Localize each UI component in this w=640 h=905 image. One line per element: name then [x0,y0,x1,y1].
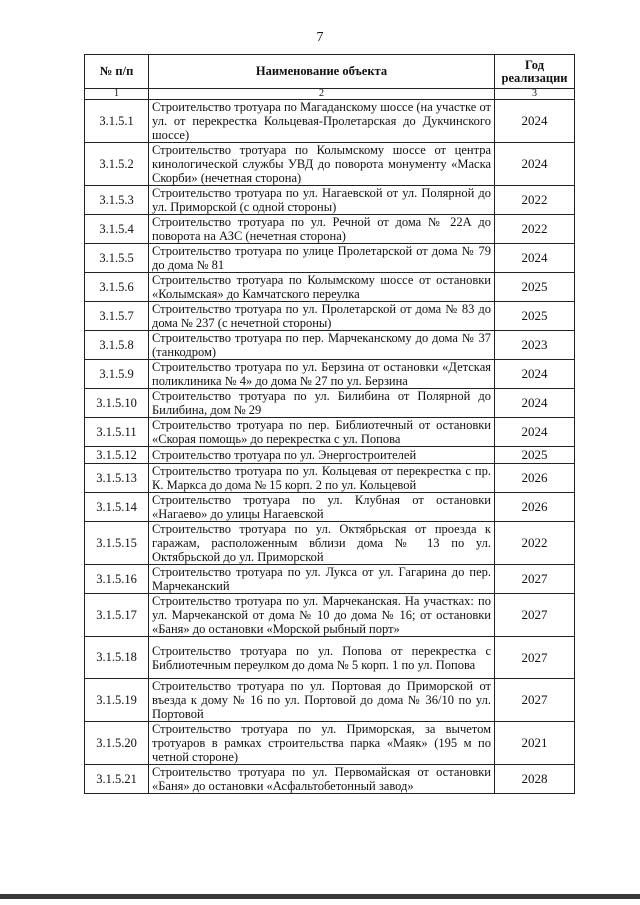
object-name: Строительство тротуара по ул. Пролетарской от дома № 83 до дома № 237 (с нечетной стороны) [149,302,495,331]
object-name: Строительство тротуара по ул. Клубная от остановки «Нагаево» до улицы Нагаевской [149,493,495,522]
row-number: 3.1.5.15 [85,522,149,565]
object-name: Строительство тротуара по улице Пролетарской от дома № 79 до дома № 81 [149,244,495,273]
implementation-year: 2022 [495,215,575,244]
implementation-year: 2025 [495,302,575,331]
scan-edge-line [0,894,640,899]
header-num: № п/п [85,55,149,89]
row-number: 3.1.5.11 [85,418,149,447]
object-name: Строительство тротуара по ул. Октябрьская от проезда к гаражам, расположенным вблизи дома № 13 по ул. Октябрьской до ул. Приморской [149,522,495,565]
implementation-year: 2025 [495,447,575,464]
object-name: Строительство тротуара по ул. Попова от перекрестка с Библиотечным переулком до дома № 5 корп. 1 по ул. Попова [149,637,495,679]
implementation-year: 2027 [495,594,575,637]
table-row [85,722,575,765]
row-number: 3.1.5.8 [85,331,149,360]
table-row [85,273,575,302]
implementation-year: 2021 [495,722,575,765]
table-row [85,679,575,722]
object-name: Строительство тротуара по ул. Первомайская от остановки «Баня» до остановки «Асфальтобетонный завод» [149,765,495,794]
row-number: 3.1.5.16 [85,565,149,594]
implementation-year: 2027 [495,565,575,594]
implementation-year: 2022 [495,522,575,565]
index-cell: 3 [495,89,575,100]
implementation-year: 2024 [495,143,575,186]
index-cell: 2 [149,89,495,100]
row-number: 3.1.5.1 [85,100,149,143]
row-number: 3.1.5.4 [85,215,149,244]
object-name: Строительство тротуара по ул. Кольцевая от перекрестка с пр. К. Маркса до дома № 15 корп. 2 по ул. Кольцевой [149,464,495,493]
row-number: 3.1.5.2 [85,143,149,186]
object-name: Строительство тротуара по ул. Берзина от остановки «Детская поликлиника № 4» до дома № 27 по ул. Берзина [149,360,495,389]
implementation-year: 2027 [495,679,575,722]
table-row [85,565,575,594]
object-name: Строительство тротуара по ул. Приморская, за вычетом тротуаров в рамках строительства парка «Маяк» (195 м по четной стороне) [149,722,495,765]
table-row [85,302,575,331]
table-row [85,522,575,565]
object-name: Строительство тротуара по Колымскому шоссе от остановки «Колымская» до Камчатского переулка [149,273,495,302]
table-row [85,143,575,186]
row-number: 3.1.5.13 [85,464,149,493]
object-name: Строительство тротуара по ул. Портовая до Приморской от въезда к дому № 16 по ул. Портовой до дома № 36/10 по ул. Портовой [149,679,495,722]
implementation-year: 2024 [495,389,575,418]
table-row [85,447,575,464]
object-name: Строительство тротуара по ул. Речной от дома № 22А до поворота на АЗС (нечетная сторона) [149,215,495,244]
header-row [85,55,575,89]
row-number: 3.1.5.6 [85,273,149,302]
row-number: 3.1.5.10 [85,389,149,418]
object-name: Строительство тротуара по ул. Билибина от Полярной до Билибина, дом № 29 [149,389,495,418]
table-row [85,215,575,244]
object-name: Строительство тротуара по ул. Марчеканская. На участках: по ул. Марчеканской от дома № 10 до дома № 16; от остановки «Баня» до остановки «Морской рыбный порт» [149,594,495,637]
table-row [85,331,575,360]
index-row [85,89,575,100]
row-number: 3.1.5.12 [85,447,149,464]
object-name: Строительство тротуара по ул. Лукса от ул. Гагарина до пер. Марчеканский [149,565,495,594]
row-number: 3.1.5.9 [85,360,149,389]
objects-table [84,54,575,794]
implementation-year: 2028 [495,765,575,794]
implementation-year: 2026 [495,464,575,493]
row-number: 3.1.5.17 [85,594,149,637]
object-name: Строительство тротуара по Магаданскому шоссе (на участке от ул. от перекрестка Кольцевая-Пролетарская до Дукчинского шоссе) [149,100,495,143]
object-name: Строительство тротуара по пер. Библиотечный от остановки «Скорая помощь» до перекрестка с ул. Попова [149,418,495,447]
table-row [85,765,575,794]
object-name: Строительство тротуара по ул. Энергостроителей [149,447,495,464]
header-year: Год реализации [495,55,575,89]
implementation-year: 2024 [495,418,575,447]
implementation-year: 2026 [495,493,575,522]
row-number: 3.1.5.5 [85,244,149,273]
row-number: 3.1.5.19 [85,679,149,722]
row-number: 3.1.5.18 [85,637,149,679]
implementation-year: 2024 [495,244,575,273]
object-name: Строительство тротуара по Колымскому шоссе от центра кинологической службы УВД до поворота монументу «Маска Скорби» (нечетная сторона) [149,143,495,186]
row-number: 3.1.5.3 [85,186,149,215]
object-name: Строительство тротуара по ул. Нагаевской от ул. Полярной до ул. Приморской (с одной стороны) [149,186,495,215]
implementation-year: 2025 [495,273,575,302]
implementation-year: 2024 [495,360,575,389]
implementation-year: 2023 [495,331,575,360]
table-row [85,418,575,447]
row-number: 3.1.5.21 [85,765,149,794]
table-row [85,493,575,522]
row-number: 3.1.5.20 [85,722,149,765]
implementation-year: 2027 [495,637,575,679]
implementation-year: 2024 [495,100,575,143]
object-name: Строительство тротуара по пер. Марчеканскому до дома № 37 (танкодром) [149,331,495,360]
implementation-year: 2022 [495,186,575,215]
page-number: 7 [316,30,324,45]
table-row [85,389,575,418]
table-row [85,100,575,143]
header-name: Наименование объекта [149,55,495,89]
table-row [85,186,575,215]
index-cell: 1 [85,89,149,100]
table-row [85,594,575,637]
row-number: 3.1.5.7 [85,302,149,331]
table-row [85,244,575,273]
table-row [85,464,575,493]
row-number: 3.1.5.14 [85,493,149,522]
table-row [85,360,575,389]
table-row [85,637,575,679]
